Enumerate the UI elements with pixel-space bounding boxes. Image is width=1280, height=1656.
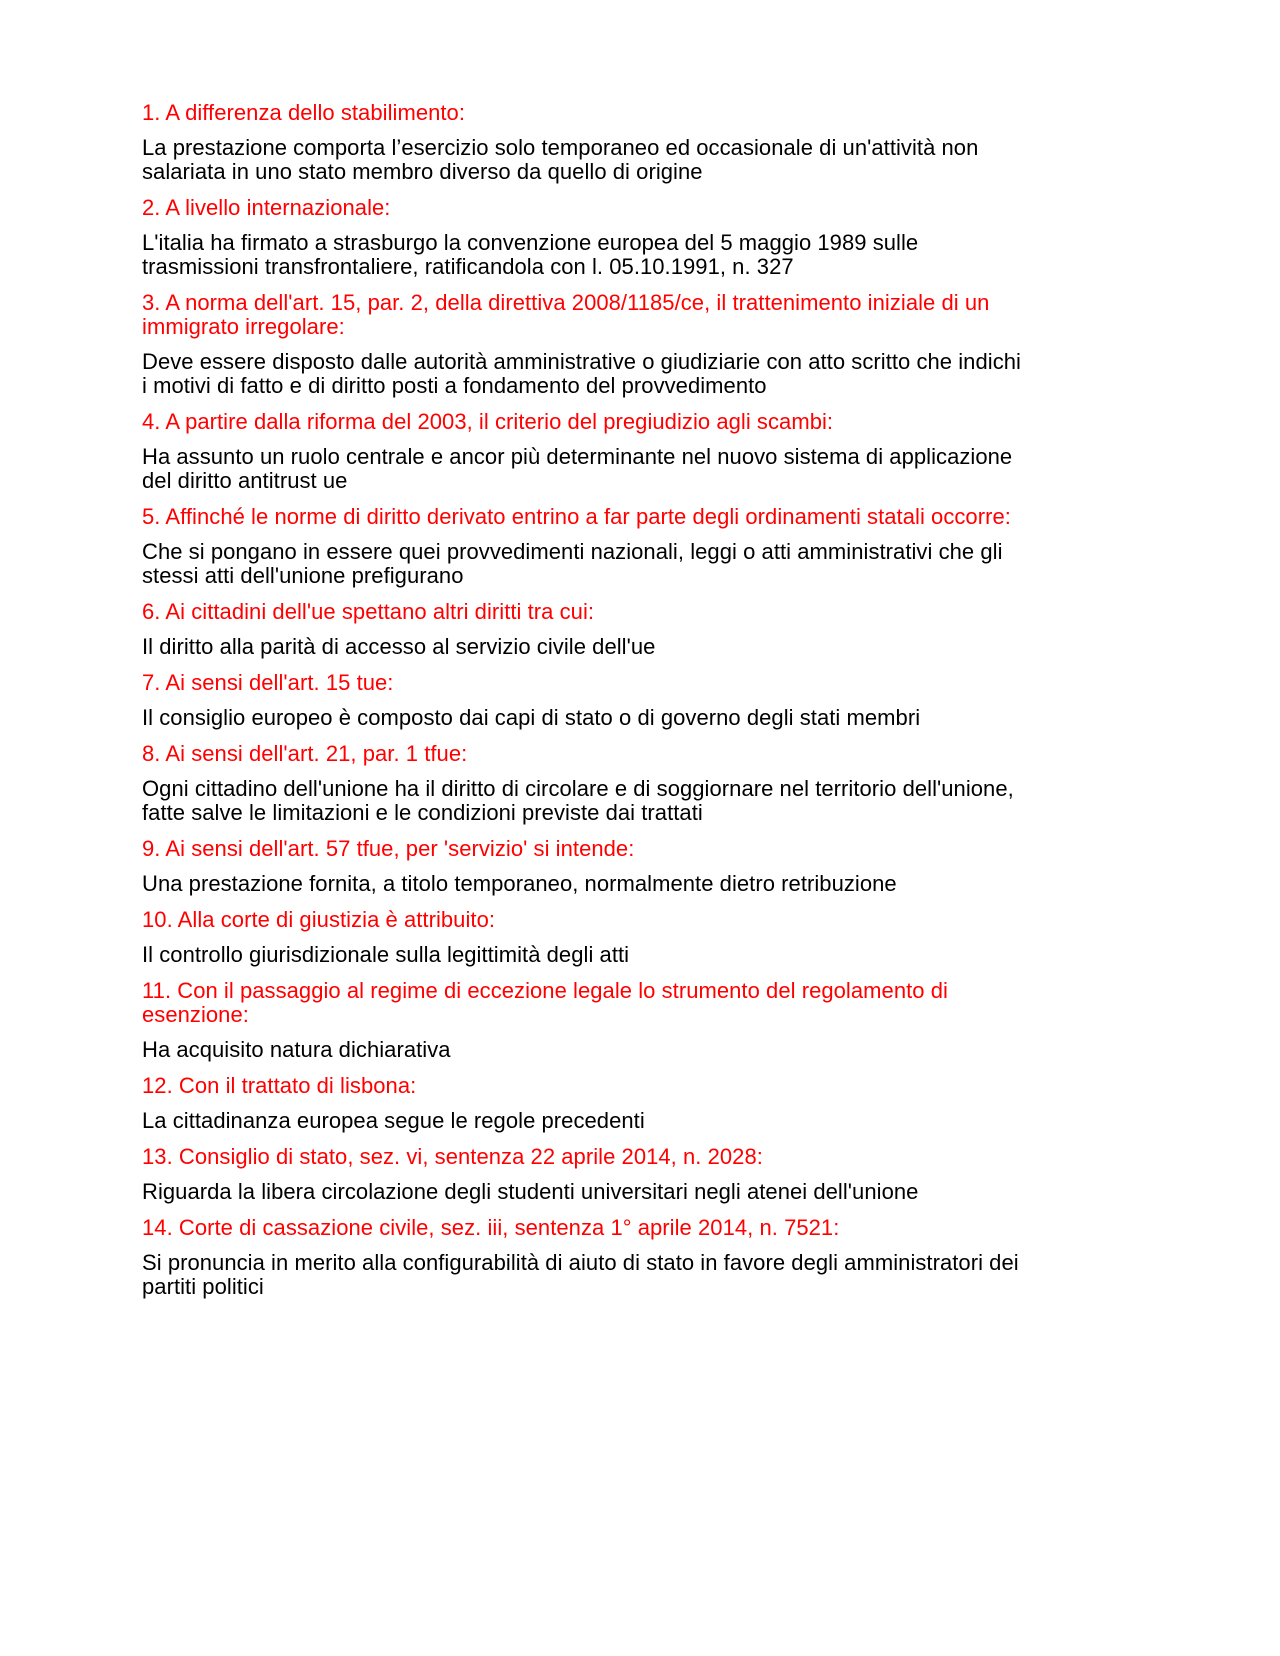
- answer-line: Il controllo giurisdizionale sulla legittimità degli atti: [142, 942, 630, 967]
- answer-line: L'italia ha firmato a strasburgo la convenzione europea del 5 maggio 1989 sulle: [142, 230, 919, 255]
- question-11: [142, 979, 1152, 1027]
- qa-item-10: [142, 908, 1152, 967]
- answer-line: Il consiglio europeo è composto dai capi di stato o di governo degli stati membri: [142, 705, 921, 730]
- answer-5: [142, 540, 1152, 588]
- qa-item-14: [142, 1216, 1152, 1299]
- answer-line: Riguarda la libera circolazione degli studenti universitari negli atenei dell'unione: [142, 1179, 919, 1204]
- answer-line: salariata in uno stato membro diverso da quello di origine: [142, 159, 703, 184]
- qa-item-12: [142, 1074, 1152, 1133]
- question-13: 13. Consiglio di stato, sez. vi, sentenza 22 aprile 2014, n. 2028:: [142, 1144, 763, 1169]
- qa-item-6: [142, 600, 1152, 659]
- answer-line: stessi atti dell'unione prefigurano: [142, 563, 464, 588]
- answer-3: [142, 350, 1152, 398]
- answer-line: partiti politici: [142, 1274, 264, 1299]
- question-14: 14. Corte di cassazione civile, sez. iii, sentenza 1° aprile 2014, n. 7521:: [142, 1215, 840, 1240]
- answer-line: Una prestazione fornita, a titolo temporaneo, normalmente dietro retribuzione: [142, 871, 897, 896]
- answer-1: [142, 136, 1152, 184]
- answer-line: fatte salve le limitazioni e le condizioni previste dai trattati: [142, 800, 703, 825]
- qa-item-11: [142, 979, 1152, 1062]
- question-6: 6. Ai cittadini dell'ue spettano altri diritti tra cui:: [142, 599, 595, 624]
- qa-item-9: [142, 837, 1152, 896]
- qa-item-8: [142, 742, 1152, 825]
- answer-7: [142, 706, 1152, 730]
- qa-item-13: [142, 1145, 1152, 1204]
- document-page: [142, 101, 1152, 1311]
- answer-10: [142, 943, 1152, 967]
- answer-11: [142, 1038, 1152, 1062]
- question-4: 4. A partire dalla riforma del 2003, il criterio del pregiudizio agli scambi:: [142, 409, 834, 434]
- answer-line: Ogni cittadino dell'unione ha il diritto di circolare e di soggiornare nel territorio dell'unione,: [142, 776, 1014, 801]
- qa-item-3: [142, 291, 1152, 398]
- answer-9: [142, 872, 1152, 896]
- question-2: 2. A livello internazionale:: [142, 195, 391, 220]
- qa-item-4: [142, 410, 1152, 493]
- answer-line: Il diritto alla parità di accesso al servizio civile dell'ue: [142, 634, 656, 659]
- question-line: 11. Con il passaggio al regime di eccezione legale lo strumento del regolamento di: [142, 978, 948, 1003]
- qa-item-5: [142, 505, 1152, 588]
- qa-item-7: [142, 671, 1152, 730]
- answer-8: [142, 777, 1152, 825]
- answer-line: i motivi di fatto e di diritto posti a fondamento del provvedimento: [142, 373, 767, 398]
- answer-2: [142, 231, 1152, 279]
- question-12: 12. Con il trattato di lisbona:: [142, 1073, 417, 1098]
- answer-4: [142, 445, 1152, 493]
- answer-line: trasmissioni transfrontaliere, ratificandola con l. 05.10.1991, n. 327: [142, 254, 794, 279]
- question-10: 10. Alla corte di giustizia è attribuito:: [142, 907, 496, 932]
- question-9: 9. Ai sensi dell'art. 57 tfue, per 'servizio' si intende:: [142, 836, 635, 861]
- question-7: 7. Ai sensi dell'art. 15 tue:: [142, 670, 394, 695]
- answer-line: La prestazione comporta l’esercizio solo temporaneo ed occasionale di un'attività non: [142, 135, 979, 160]
- answer-line: del diritto antitrust ue: [142, 468, 348, 493]
- qa-item-1: [142, 101, 1152, 184]
- answer-line: Che si pongano in essere quei provvedimenti nazionali, leggi o atti amministrativi che gli: [142, 539, 1003, 564]
- question-5: 5. Affinché le norme di diritto derivato entrino a far parte degli ordinamenti statali occorre:: [142, 504, 1011, 529]
- answer-14: [142, 1251, 1152, 1299]
- answer-12: [142, 1109, 1152, 1133]
- qa-item-2: [142, 196, 1152, 279]
- answer-line: La cittadinanza europea segue le regole precedenti: [142, 1108, 645, 1133]
- question-line: immigrato irregolare:: [142, 314, 345, 339]
- question-1: 1. A differenza dello stabilimento:: [142, 100, 465, 125]
- answer-line: Ha assunto un ruolo centrale e ancor più determinante nel nuovo sistema di applicazione: [142, 444, 1013, 469]
- question-line: 3. A norma dell'art. 15, par. 2, della direttiva 2008/1185/ce, il trattenimento iniziale di un: [142, 290, 990, 315]
- answer-line: Ha acquisito natura dichiarativa: [142, 1037, 451, 1062]
- question-8: 8. Ai sensi dell'art. 21, par. 1 tfue:: [142, 741, 468, 766]
- answer-line: Si pronuncia in merito alla configurabilità di aiuto di stato in favore degli amministratori dei: [142, 1250, 1019, 1275]
- answer-13: [142, 1180, 1152, 1204]
- answer-line: Deve essere disposto dalle autorità amministrative o giudiziarie con atto scritto che indichi: [142, 349, 1021, 374]
- question-3: [142, 291, 1152, 339]
- answer-6: [142, 635, 1152, 659]
- question-line: esenzione:: [142, 1002, 249, 1027]
